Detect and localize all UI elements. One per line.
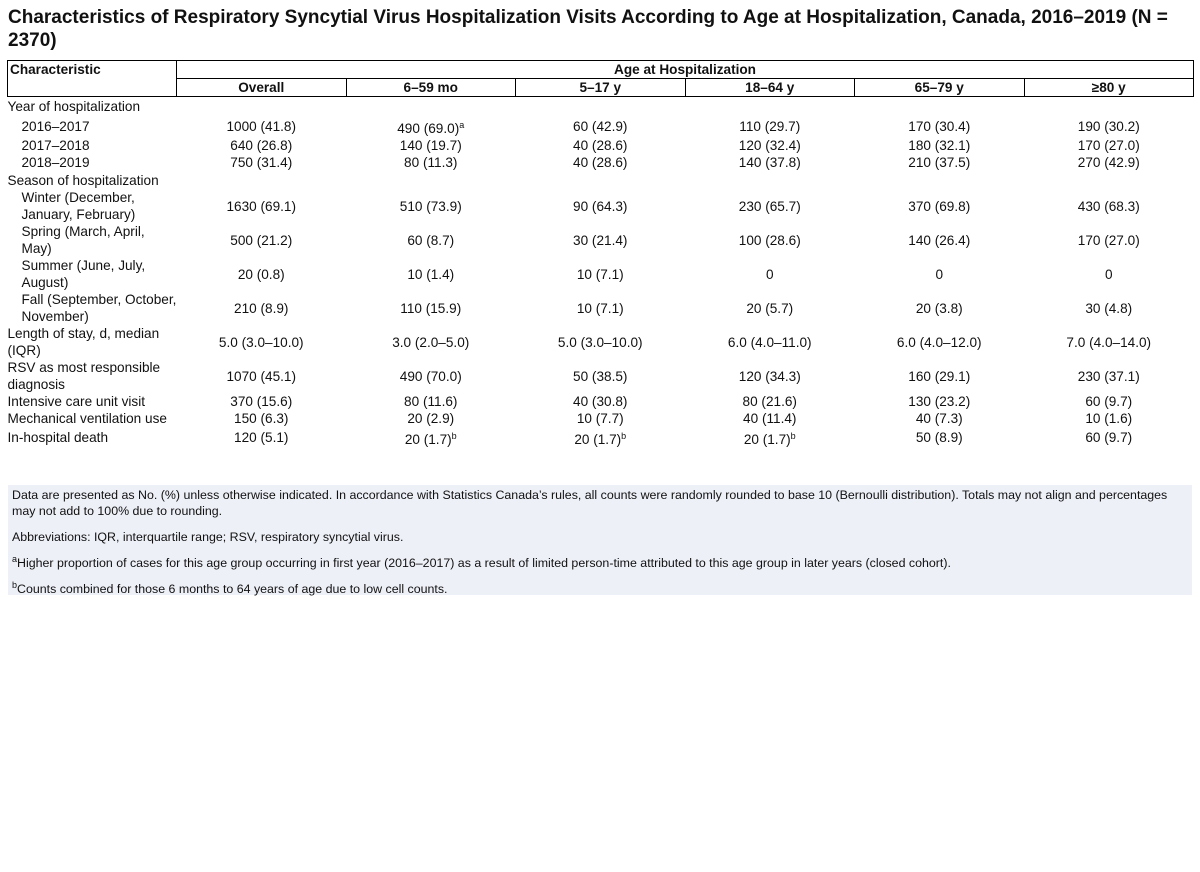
cell: 10 (1.6) — [1085, 411, 1133, 426]
footnote-mark-a: a — [459, 119, 465, 130]
cell: 20 (5.7) — [746, 300, 794, 316]
table-footnotes — [8, 485, 1192, 595]
cell: 50 (38.5) — [573, 368, 628, 384]
cell: 60 (42.9) — [573, 118, 628, 134]
column-header: 6–59 mo — [346, 79, 516, 97]
footnote-b-mark: b — [12, 580, 18, 590]
footnote-mark-b: b — [790, 431, 796, 441]
cell: 20 (2.9) — [407, 411, 455, 426]
section-label-season: Season of hospitalization — [7, 172, 159, 188]
table-row — [8, 257, 1194, 291]
cell: 6.0 (4.0–12.0) — [896, 334, 982, 350]
cell: 230 (37.1) — [1077, 368, 1140, 384]
cell: 10 (7.1) — [576, 266, 624, 282]
row-label-text: Fall (September, October, November) — [21, 292, 177, 324]
row-label — [8, 291, 177, 325]
cell: 510 (73.9) — [399, 198, 462, 214]
row-label — [8, 223, 177, 257]
cell: 140 (19.7) — [399, 138, 462, 153]
data-note: Data are presented as No. (%) unless otherwise indicated. In accordance with Statistics Canada’s rules, all counts were randomly rounded to base 10 (Bernoulli distribution). Totals may not align and percentages may not add to 100% due to rounding. — [12, 488, 1168, 518]
cell: 170 (27.0) — [1077, 138, 1140, 153]
cell: 50 (8.9) — [915, 430, 963, 445]
cell: 160 (29.1) — [908, 368, 971, 384]
cell: 6.0 (4.0–11.0) — [727, 334, 812, 350]
section-label-year: Year of hospitalization — [7, 98, 141, 114]
table-row — [8, 359, 1194, 393]
cell-value: 20 (1.7) — [743, 432, 791, 447]
column-header: ≥80 y — [1024, 79, 1194, 97]
cell — [685, 427, 855, 448]
cell: 230 (65.7) — [738, 198, 801, 214]
cell: 180 (32.1) — [908, 138, 971, 153]
row-label: RSV as most responsible diagnosis — [7, 360, 161, 392]
row-label-text: Spring (March, April, May) — [21, 224, 145, 256]
cell: 0 — [935, 266, 944, 282]
cell: 750 (31.4) — [230, 155, 293, 170]
cell — [346, 115, 516, 137]
cell: 140 (26.4) — [908, 232, 971, 248]
footnote-a-text: Higher proportion of cases for this age group occurring in first year (2016–2017) as a result of limited person-time attributed to this age group in later years (closed cohort). — [17, 556, 951, 570]
cell: 170 (30.4) — [908, 118, 971, 134]
cell: 150 (6.3) — [234, 411, 289, 426]
footnote-a — [12, 553, 1188, 573]
table-row — [8, 189, 1194, 223]
cell: 5.0 (3.0–10.0) — [218, 334, 304, 350]
cell — [346, 427, 516, 448]
cell: 270 (42.9) — [1077, 155, 1140, 170]
cell: 190 (30.2) — [1077, 118, 1140, 134]
table-row — [8, 393, 1194, 410]
cell: 490 (70.0) — [399, 368, 462, 384]
cell: 210 (8.9) — [234, 300, 289, 316]
footnote-a-mark: a — [12, 554, 18, 564]
cell: 60 (9.7) — [1085, 430, 1133, 445]
cell: 80 (11.3) — [404, 155, 458, 170]
cell: 0 — [1104, 266, 1113, 282]
cell: 20 (0.8) — [237, 266, 285, 282]
cell-value: 490 (69.0) — [397, 120, 460, 136]
cell: 60 (8.7) — [407, 232, 455, 248]
column-header: 5–17 y — [516, 79, 686, 97]
cell: 90 (64.3) — [573, 198, 628, 214]
cell: 130 (23.2) — [908, 394, 971, 409]
cell: 40 (28.6) — [573, 138, 628, 153]
cell: 640 (26.8) — [230, 138, 293, 153]
cell: 7.0 (4.0–14.0) — [1066, 334, 1152, 350]
footnote-b-text: Counts combined for those 6 months to 64 years of age due to low cell counts. — [17, 582, 448, 596]
cell: 40 (7.3) — [915, 411, 963, 426]
cell: 110 (15.9) — [400, 300, 462, 316]
cell: 80 (11.6) — [404, 394, 458, 409]
row-label — [8, 189, 177, 223]
cell: 210 (37.5) — [908, 155, 971, 170]
cell: 170 (27.0) — [1077, 232, 1140, 248]
table-row — [8, 137, 1194, 154]
cell — [516, 427, 686, 448]
cell: 40 (30.8) — [573, 394, 628, 409]
column-header: 65–79 y — [855, 79, 1025, 97]
cell: 30 (4.8) — [1085, 300, 1133, 316]
footnote-b — [12, 579, 1188, 599]
column-header: Overall — [177, 79, 347, 97]
cell: 60 (9.7) — [1085, 394, 1133, 409]
cell: 10 (7.7) — [576, 411, 624, 426]
row-label-text: Winter (December, January, February) — [21, 190, 136, 222]
row-label — [8, 257, 177, 291]
abbreviations-note: Abbreviations: IQR, interquartile range; RSV, respiratory syncytial virus. — [12, 530, 404, 544]
cell-value: 20 (1.7) — [574, 432, 622, 447]
cell: 140 (37.8) — [738, 155, 801, 170]
header-age-group: Age at Hospitalization — [177, 61, 1194, 79]
table-row — [8, 115, 1194, 137]
cell: 120 (34.3) — [738, 368, 801, 384]
cell: 0 — [765, 266, 774, 282]
cell: 1000 (41.8) — [226, 118, 297, 134]
cell: 20 (3.8) — [915, 300, 963, 316]
cell-value: 20 (1.7) — [404, 432, 452, 447]
cell: 500 (21.2) — [230, 232, 293, 248]
header-characteristic: Characteristic — [8, 61, 177, 97]
cell: 430 (68.3) — [1077, 198, 1140, 214]
table-title: Characteristics of Respiratory Syncytial Virus Hospitalization Visits According to Age at Hospitalization, Canada, 2016–2019 (N = 2370) — [8, 7, 1168, 51]
cell: 30 (21.4) — [573, 232, 628, 248]
row-label: Intensive care unit visit — [7, 394, 146, 409]
cell: 40 (11.4) — [743, 411, 797, 426]
cell: 80 (21.6) — [742, 394, 797, 409]
row-label: 2018–2019 — [21, 155, 90, 170]
table-row — [8, 410, 1194, 427]
cell: 3.0 (2.0–5.0) — [392, 334, 470, 350]
cell: 110 (29.7) — [739, 118, 801, 134]
table-row — [8, 427, 1194, 448]
table-row — [8, 291, 1194, 325]
cell: 120 (5.1) — [234, 430, 289, 445]
row-label: In-hospital death — [7, 430, 109, 445]
footnote-mark-b: b — [621, 431, 627, 441]
cell: 100 (28.6) — [738, 232, 801, 248]
cell: 10 (1.4) — [407, 266, 455, 282]
cell: 1070 (45.1) — [226, 368, 297, 384]
column-header: 18–64 y — [685, 79, 855, 97]
footnote-mark-b: b — [451, 431, 457, 441]
cell: 40 (28.6) — [573, 155, 628, 170]
row-label-text: Summer (June, July, August) — [21, 258, 146, 290]
row-label: Length of stay, d, median (IQR) — [7, 326, 160, 358]
cell: 370 (69.8) — [908, 198, 971, 214]
cell: 10 (7.1) — [576, 300, 624, 316]
row-label: Mechanical ventilation use — [7, 411, 167, 426]
table-row — [8, 325, 1194, 359]
row-label: 2016–2017 — [21, 118, 90, 134]
cell: 370 (15.6) — [230, 394, 293, 409]
row-label: 2017–2018 — [21, 138, 90, 153]
cell: 120 (32.4) — [738, 138, 801, 153]
data-table — [7, 60, 1194, 448]
cell: 5.0 (3.0–10.0) — [557, 334, 643, 350]
table-row — [8, 154, 1194, 171]
table-row — [8, 223, 1194, 257]
cell: 1630 (69.1) — [226, 198, 297, 214]
